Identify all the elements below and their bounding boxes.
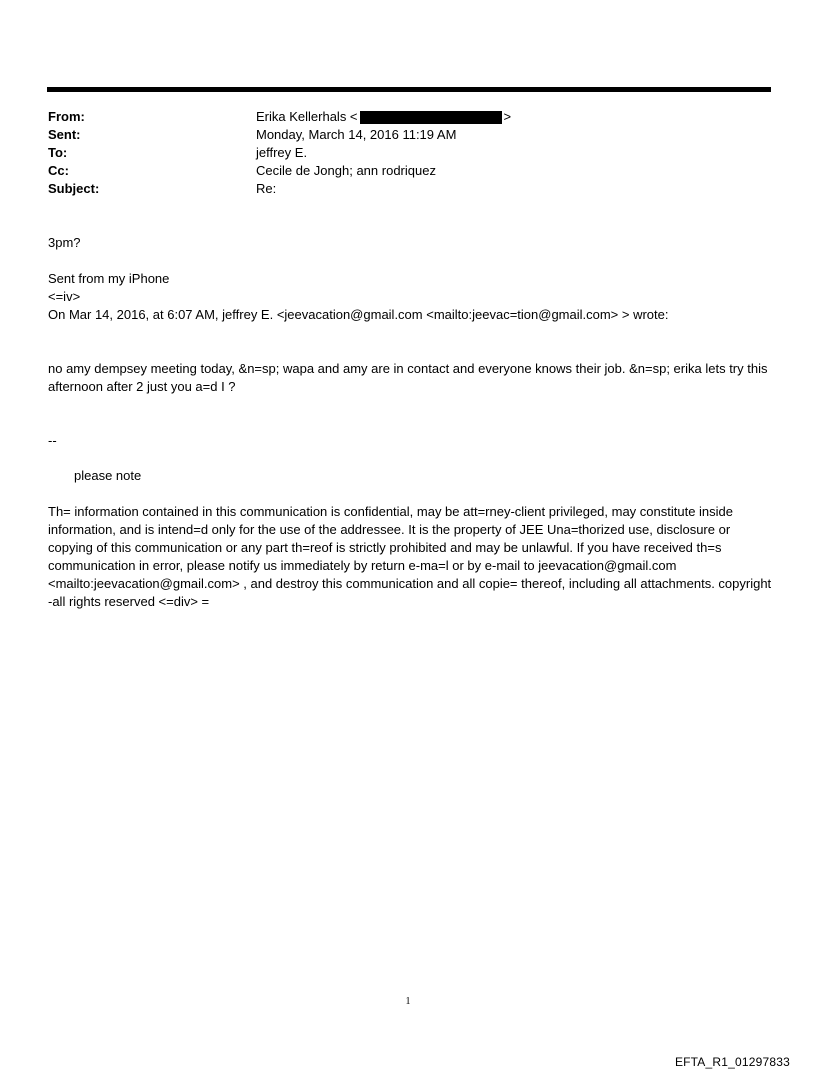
cc-label: Cc: (48, 163, 69, 178)
div-tag-line: <=iv> (48, 289, 81, 304)
reply-text: 3pm? (48, 235, 81, 250)
quoted-message: no amy dempsey meeting today, &n=sp; wapa and amy are in contact and everyone knows their job. &n=sp; erika lets try this afternoon after 2 just you a=d I ? (48, 361, 768, 394)
sent-label: Sent: (48, 127, 81, 142)
separator-line: -- (48, 433, 57, 448)
to-label: To: (48, 145, 68, 160)
email-header (48, 108, 768, 198)
redaction-block (360, 111, 502, 124)
signature-block (48, 270, 772, 324)
from-row (48, 108, 768, 126)
quote-intro: On Mar 14, 2016, at 6:07 AM, jeffrey E. <jeevacation@gmail.com <mailto:jeevac=tion@gmail.com> > wrote: (48, 307, 669, 322)
signature-line: Sent from my iPhone (48, 271, 170, 286)
subject-row (48, 180, 768, 198)
document-id: EFTA_R1_01297833 (674, 1055, 790, 1069)
disclaimer-text: Th= information contained in this communication is confidential, may be att=rney-client privileged, may constitute inside information, and is intend=d only for the use of the addressee. It is the property of JEE Una=thorized use, disclosure or copying of this communication or any part th=reof is strictly prohibited and may be unlawful. If you have received th=s communication in error, please notify us immediately by return e-ma=l or by e-mail to jeevacation@gmail.com <mailto:jeevacation@gmail.com> , and destroy this communication and all copie= thereof, including all attachments. copyright -all rights reserved <=div> = (48, 504, 772, 609)
page-number: 1 (405, 996, 411, 1007)
from-value (256, 108, 768, 126)
to-value: jeffrey E. (256, 145, 308, 160)
cc-value: Cecile de Jongh; ann rodriquez (256, 163, 436, 178)
subject-value: Re: (256, 181, 277, 196)
sender-email-close: > (503, 109, 512, 124)
note-heading: please note (74, 468, 142, 483)
sent-value: Monday, March 14, 2016 11:19 AM (256, 127, 457, 142)
subject-label: Subject: (48, 181, 100, 196)
sent-row (48, 126, 768, 144)
sender-name: Erika Kellerhals < (256, 109, 358, 124)
header-divider (47, 87, 771, 92)
from-label: From: (48, 109, 85, 124)
to-row (48, 144, 768, 162)
cc-row (48, 162, 768, 180)
